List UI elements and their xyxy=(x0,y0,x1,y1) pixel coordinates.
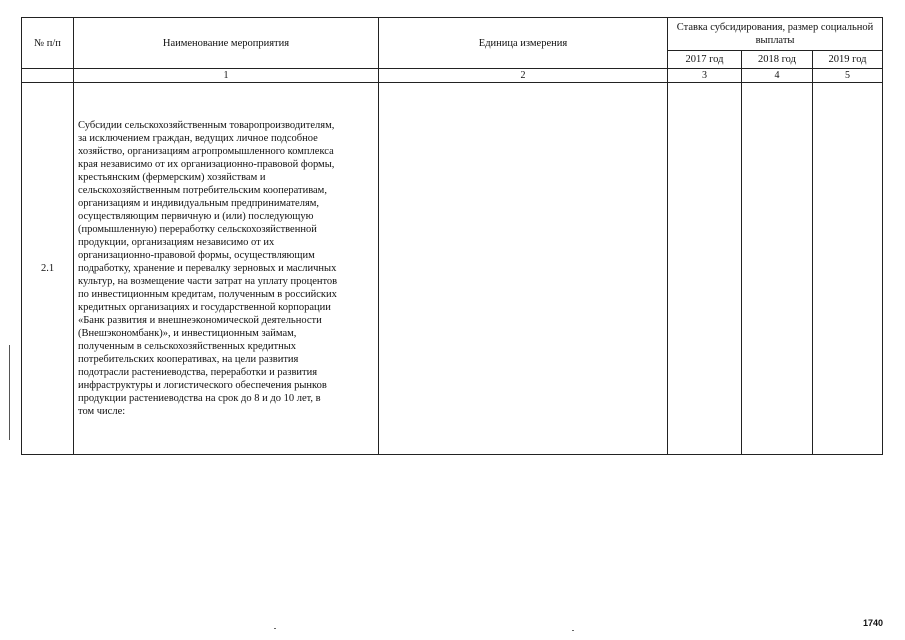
header-name: Наименование мероприятия xyxy=(74,18,379,69)
row-number: 2.1 xyxy=(22,83,74,455)
row-unit xyxy=(379,83,668,455)
subsidy-table xyxy=(21,17,883,455)
header-number: № п/п xyxy=(22,18,74,69)
header-year-2018: 2018 год xyxy=(742,51,813,69)
scan-speck xyxy=(274,628,276,629)
scan-edge-mark xyxy=(9,345,10,440)
table-row xyxy=(22,83,883,455)
row-value-2017 xyxy=(668,83,742,455)
column-number-empty xyxy=(22,69,74,83)
header-unit: Единица измерения xyxy=(379,18,668,69)
row-value-2019 xyxy=(813,83,883,455)
row-description: Субсидии сельскохозяйственным товаропроизводителям, за исключением граждан, ведущих личное подсобное хозяйство, организациям агропромышленного комплекса края независимо от их организационно-правовой формы, крестьянским (фермерским) хозяйствам и сельскохозяйственным потребительским кооперативам, организациям и индивидуальным предпринимателям, осуществляющим первичную и (или) последующую (промышленную) переработку сельскохозяйственной продукции, организациям независимо от их организационно-правовой формы, осуществляющим подработку, хранение и перевалку зерновых и масличных культур, на возмещение части затрат на уплату процентов по инвестиционным кредитам, полученным в российских кредитных организациях и государственной корпорации «Банк развития и внешнеэкономической деятельности (Внешэкономбанк)», и инвестиционным займам, полученным в сельскохозяйственных кредитных потребительских кооперативах, на цели развития подотрасли растениеводства, переработки и развития инфраструктуры и логистического обеспечения рынков продукции растениеводства на срок до 8 и до 10 лет, в том числе: xyxy=(74,83,379,455)
column-number-5: 5 xyxy=(813,69,883,83)
header-year-2019: 2019 год xyxy=(813,51,883,69)
header-rate-group: Ставка субсидирования, размер социальной выплаты xyxy=(668,18,883,51)
column-number-3: 3 xyxy=(668,69,742,83)
column-number-row xyxy=(22,69,883,83)
column-number-4: 4 xyxy=(742,69,813,83)
page-number: 1740 xyxy=(862,618,883,628)
column-number-2: 2 xyxy=(379,69,668,83)
header-row xyxy=(22,18,883,51)
row-value-2018 xyxy=(742,83,813,455)
header-year-2017: 2017 год xyxy=(668,51,742,69)
column-number-1: 1 xyxy=(74,69,379,83)
scan-speck xyxy=(572,630,574,631)
